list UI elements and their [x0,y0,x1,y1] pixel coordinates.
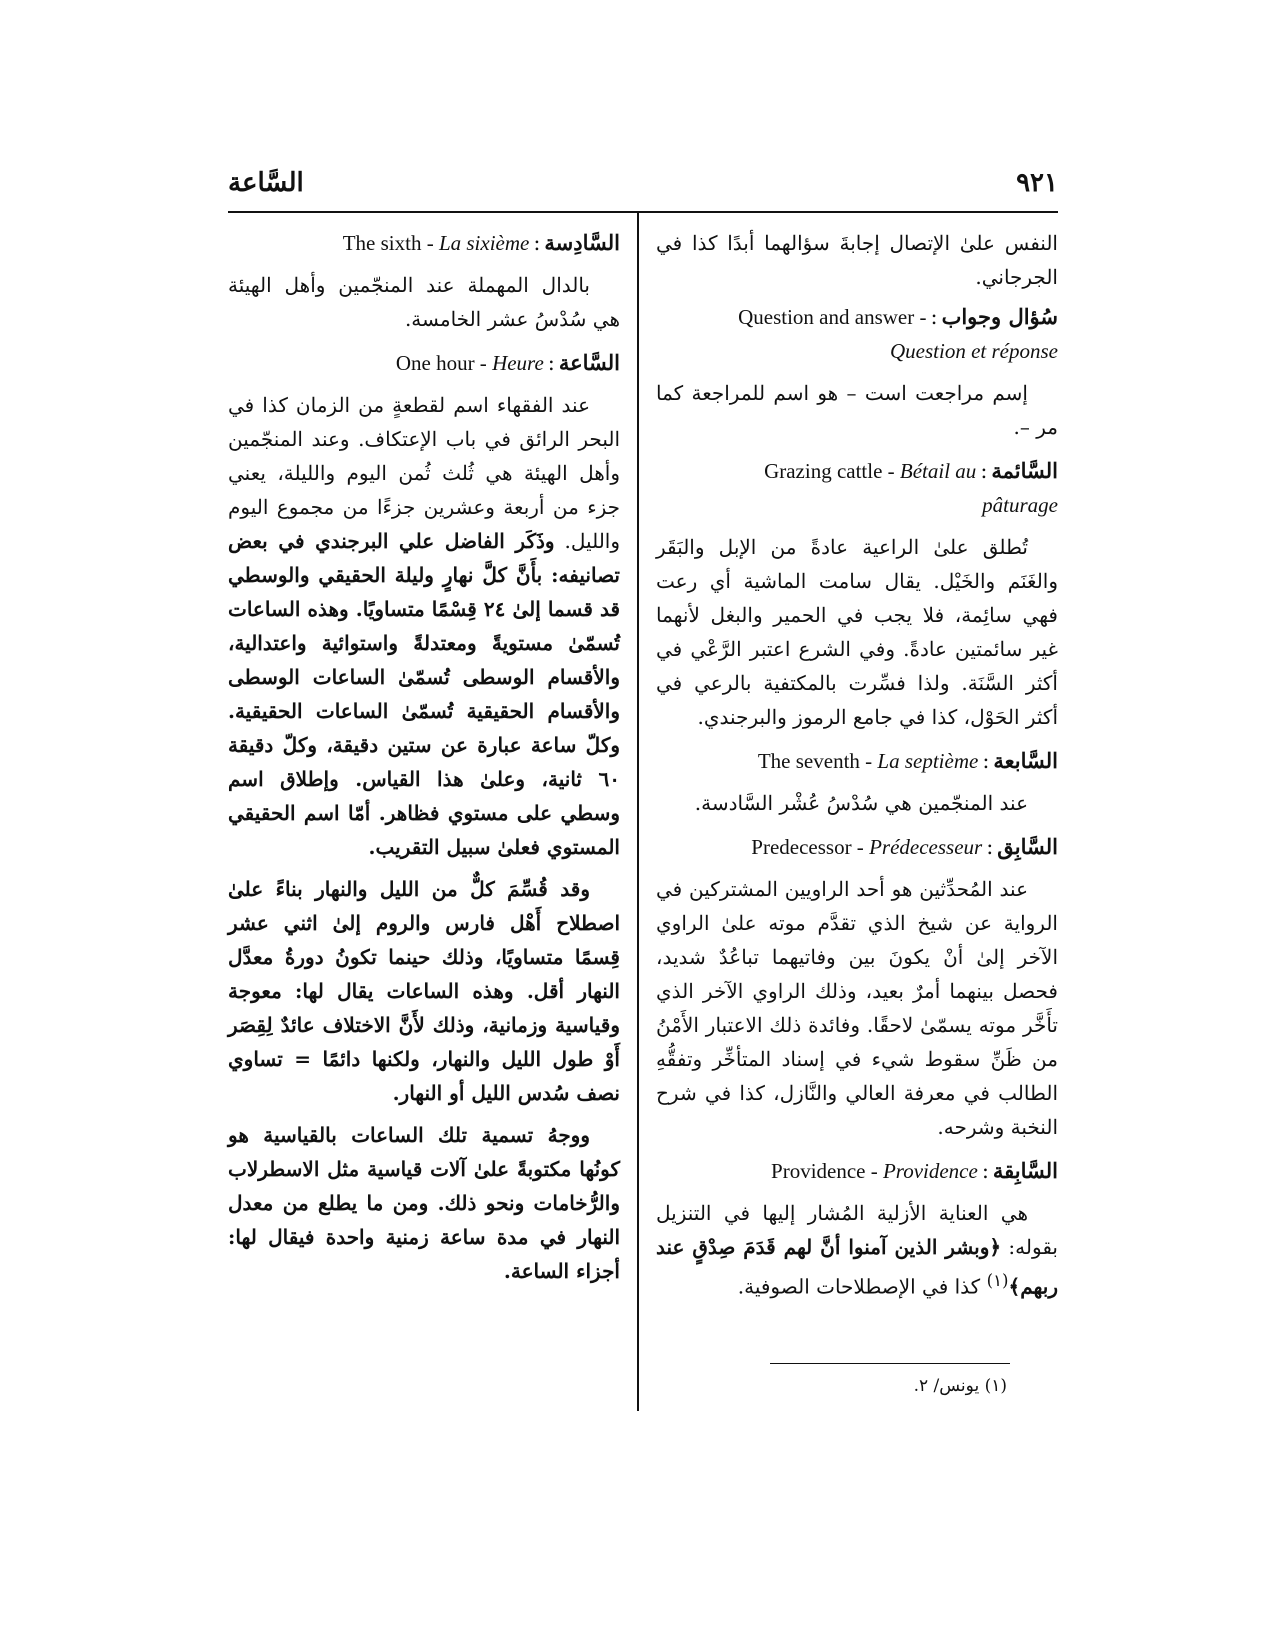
entry-heading: السَّابعة : The seventh - La septième [656,744,1058,778]
entry-body: إسم مراجعت است – هو اسم للمراجعة كما مر –. [656,381,1058,439]
entry-body: تُطلق علىٰ الراعية عادةً من الإبل والبَقَر والغَنَم والخَيْل. يقال سامت الماشية أي رعت فهي سائِمة، فلا يجب في الحمير والبغل لأنهما غير سائمتين عادةً. وفي الشرع اعتبر الرَّعْي في أكثر السَّنَة. ولذا فسِّرت بالمكتفية بالرعي في أكثر الحَوْل، كذا في جامع الرموز والبرجندي. [656,535,1058,729]
entry-heading: السَّادِسة : The sixth - La sixième [228,226,620,260]
entry-heading: السَّابِقة : Providence - Providence [656,1154,1058,1188]
body-text: عند الفقهاء اسم لقطعةٍ من الزمان كذا في البحر الرائق في باب الإعتكاف. وعند المنجّمين وأهل الهيئة هي ثُلث ثُمن اليوم والليلة، يعني جزء من أربعة وعشرين جزءًا من مجموع اليوم والليل. [228,393,621,553]
entry-heading: السَّابِق : Predecessor - Prédecesseur [656,830,1058,864]
running-title: السَّاعة [228,168,304,198]
column-divider [637,213,639,1411]
entry-translation [771,1154,978,1188]
entry-term: السَّاعة [558,350,620,375]
english-term: One hour - [395,351,493,375]
french-term: Providence [882,1159,978,1183]
page-number: ٩٢١ [1016,168,1058,198]
french-term: La septième [877,749,979,773]
quran-quote: ﴿وبشر الذين آمنوا أنَّ لهم قَدَمَ صِدْقٍ عند ربهم﴾ [656,1235,1058,1299]
entry-paragraph: ووجهُ تسمية تلك الساعات بالقياسية هو كونُها مكتوبةً علىٰ آلات قياسية مثل الاسطرلاب والرُّخامات ونحو ذلك. ومن ما يطلع من معدل النهار في مدة ساعة زمنية واحدة فيقال لها: أجزاء الساعة. [228,1123,620,1283]
entry-term: السَّابِق [997,834,1058,859]
entry-al-saabia [656,744,1058,820]
body-text: كذا في الإصطلاحات الصوفية. [737,1274,987,1299]
entry-translation [738,300,926,334]
entry-paragraph: وقد قُسِّمَ كلٌّ من الليل والنهار بناءً علىٰ اصطلاح أَهْل فارس والروم إلىٰ اثني عشر قِسمًا متساويًا، وذلك حينما تكونُ دورةُ معدَّل النهار أقل. وهذه الساعات يقال لها: معوجة وقياسية وزمانية، وذلك لأَنَّ الاختلاف عائدٌ لِقِصَر أَوْ طول الليل والنهار، ولكنها دائمًا = تساوي نصف سُدس الليل أو النهار. [228,877,620,1105]
footnote: (١) يونس/ ٢. [913,1376,1007,1396]
entry-translation [396,346,544,380]
english-term: The sixth - [342,231,439,255]
entry-translation [758,744,978,778]
body-text-bold: وذَكَر الفاضل علي البرجندي في بعض تصانيفه: بأَنَّ كلَّ نهارٍ وليلة الحقيقي والوسطي قد قسما إلىٰ ٢٤ قِسْمًا متساويًا. وهذه الساعات تُسمّىٰ مستويةً ومعتدلةً واستوائية واعتدالية، والأقسام الوسطى تُسمّىٰ الساعات الوسطى والأقسام الحقيقية تُسمّىٰ الساعات الحقيقية. وكلّ ساعة عبارة عن ستين دقيقة، وكلّ دقيقة ٦٠ ثانية، وعلىٰ هذا القياس. وإطلاق اسم وسطي على مستوي فظاهر. أمّا اسم الحقيقي المستوي فعلىٰ سبيل التقريب. [228,529,621,859]
english-term: Question and answer - [738,305,927,329]
entry-body: عند المنجّمين هي سُدْسُ عُشْر السَّادسة. [694,791,1028,815]
footnote-rule [770,1363,1010,1364]
entry-term: السَّابعة [993,748,1058,773]
entry-al-saaima [656,454,1058,734]
french-term: La sixième [438,231,530,255]
entry-al-saaa [228,346,620,1288]
french-term: Bétail au [899,459,977,483]
entry-suaal-wa-jawab [656,300,1058,444]
footnote-marker: (١) [986,1271,1009,1290]
french-term: Question et réponse [890,339,1058,363]
entry-term: سُؤال وجواب [941,304,1058,329]
french-term-continued: pâturage [982,493,1058,517]
body-text: هي العناية الأزلية المُشار إليها في التنزيل بقوله: [656,1201,1059,1259]
left-column [228,226,620,1298]
english-term: Providence - [771,1159,883,1183]
entry-al-saabiq [656,830,1058,1144]
entry-body [656,1196,1058,1304]
english-term: Predecessor - [751,835,870,859]
french-term: Heure [492,351,544,375]
entry-term: السَّادِسة [544,230,620,255]
entry-body: بالدال المهملة عند المنجّمين وأهل الهيئة هي سُدْسُ عشر الخامسة. [228,273,620,331]
entry-term: السَّابِقة [992,1158,1058,1183]
entry-al-saadisa [228,226,620,336]
entry-body: عند المُحدِّثين هو أحد الراويين المشتركين في الرواية عن شيخ الذي تقدَّم موته علىٰ الراوي الآخر إلىٰ أنْ يكونَ بين وفاتيهما تباعُدٌ شديد، فحصل بينهما أمرٌ بعيد، وذلك الراوي الآخر الذي تأَخَّر موته يسمّىٰ لاحقًا. وفائدة ذلك الاعتبار الأَمْنُ من ظَنِّ سقوط شيء في إسناد المتأخِّر وتفقُّهِ الطالب في معرفة العالي والنَّازل، كذا في شرح النخبة وشرحه. [656,877,1059,1139]
continuation-text: النفس علىٰ الإتصال إجابةَ سؤالهما أبدًا كذا في الجرجاني. [656,231,1058,289]
entry-translation [343,226,530,260]
entry-al-saabiqa [656,1154,1058,1304]
english-term: The seventh - [757,749,878,773]
running-header [228,168,1058,208]
english-term: Grazing cattle - [764,459,900,483]
entry-translation [764,454,976,488]
right-column [656,226,1058,1314]
entry-heading: السَّاعة : One hour - Heure [228,346,620,380]
entry-term: السَّائمة [991,458,1058,483]
entry-body [228,388,620,864]
entry-heading: سُؤال وجواب : Question and answer - Question et réponse [656,300,1058,368]
entry-heading: السَّائمة : Grazing cattle - Bétail au pâturage [656,454,1058,522]
header-rule [228,211,1058,213]
french-term: Prédecesseur [869,835,983,859]
entry-translation [751,830,982,864]
